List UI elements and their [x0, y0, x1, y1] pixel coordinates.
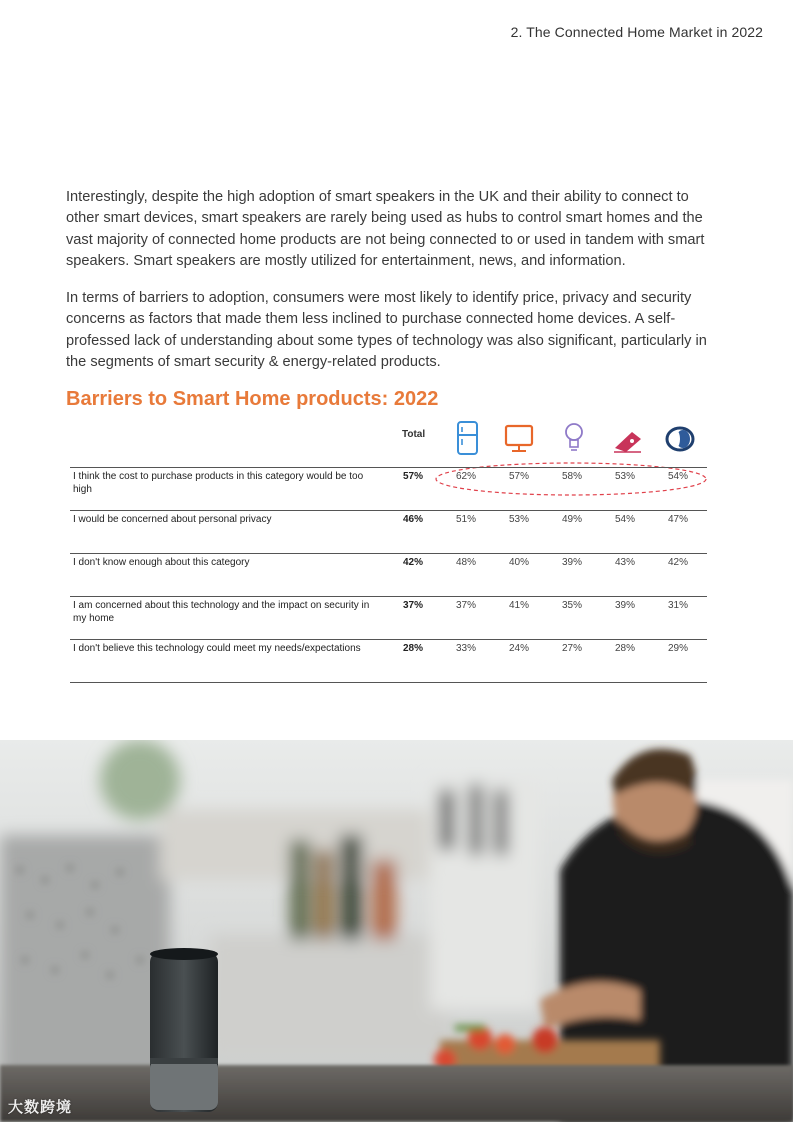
total-column-header: Total: [402, 429, 426, 440]
table-bottom-rule: [70, 682, 707, 683]
row-label: I would be concerned about personal privacy: [73, 514, 272, 525]
table-row: [70, 467, 707, 510]
body-paragraph-2: In terms of barriers to adoption, consumers were most likely to identify price, privacy and security concerns as factors that made them less inclined to purchase connected home devices. A self-professed lack of understanding about some types of technology was also significant, particularly in the segments of smart security & energy-related products.: [66, 290, 707, 370]
table-row: [70, 510, 707, 553]
row-label: I think the cost to purchase products in this category would be too high: [73, 471, 364, 495]
total-value-cell: 37%: [402, 600, 423, 611]
total-value-cell: 57%: [402, 471, 423, 482]
value-cell: 48%: [455, 557, 476, 568]
value-cell: 41%: [508, 600, 529, 611]
value-cell: 33%: [455, 643, 476, 654]
value-cell: 35%: [561, 600, 582, 611]
body-paragraph-1: Interestingly, despite the high adoption of smart speakers in the UK and their ability to connect to other smart devices, smart speakers are rarely being used as hubs to control smart homes and the vast majority of connected home products are not being connected to or used in tandem with smart speakers. Smart speakers are mostly utilized for entertainment, news, and information.: [66, 189, 705, 269]
value-cell: 39%: [561, 557, 582, 568]
smart-speaker-icon: [667, 428, 693, 450]
smart-speaker-object: [150, 948, 218, 1112]
table-row: [70, 596, 707, 639]
table-row: [70, 553, 707, 596]
watermark-logo: 大数跨境: [8, 1099, 73, 1116]
value-cell: 57%: [508, 471, 529, 482]
value-cell: 37%: [455, 600, 476, 611]
value-cell: 29%: [667, 643, 688, 654]
total-value-cell: 28%: [402, 643, 423, 654]
value-cell: 24%: [508, 643, 529, 654]
value-cell: 27%: [561, 643, 582, 654]
kitchen-smart-speaker-photo: [0, 740, 793, 1122]
table-row: [70, 639, 707, 682]
value-cell: 53%: [614, 471, 635, 482]
value-cell: 43%: [614, 557, 635, 568]
value-cell: 39%: [614, 600, 635, 611]
row-label: I am concerned about this technology and the impact on security in my home: [73, 600, 370, 624]
row-label: I don't believe this technology could meet my needs/expectations: [73, 643, 361, 654]
barriers-table: [66, 418, 711, 688]
value-cell: 54%: [614, 514, 635, 525]
value-cell: 53%: [508, 514, 529, 525]
value-cell: 47%: [667, 514, 688, 525]
value-cell: 49%: [561, 514, 582, 525]
value-cell: 40%: [508, 557, 529, 568]
value-cell: 58%: [561, 471, 582, 482]
running-header: 2. The Connected Home Market in 2022: [510, 24, 763, 40]
total-value-cell: 46%: [402, 514, 423, 525]
value-cell: 28%: [614, 643, 635, 654]
value-cell: 42%: [667, 557, 688, 568]
monitor-icon: [506, 426, 532, 451]
row-label: I don't know enough about this category: [73, 557, 250, 568]
value-cell: 62%: [455, 471, 476, 482]
value-cell: 54%: [667, 471, 688, 482]
figure-title: Barriers to Smart Home products: 2022: [66, 388, 439, 410]
lightbulb-icon: [566, 424, 582, 450]
value-cell: 51%: [455, 514, 476, 525]
value-cell: 31%: [667, 600, 688, 611]
security-camera-icon: [614, 432, 641, 452]
fridge-icon: [458, 422, 477, 454]
total-value-cell: 42%: [402, 557, 423, 568]
